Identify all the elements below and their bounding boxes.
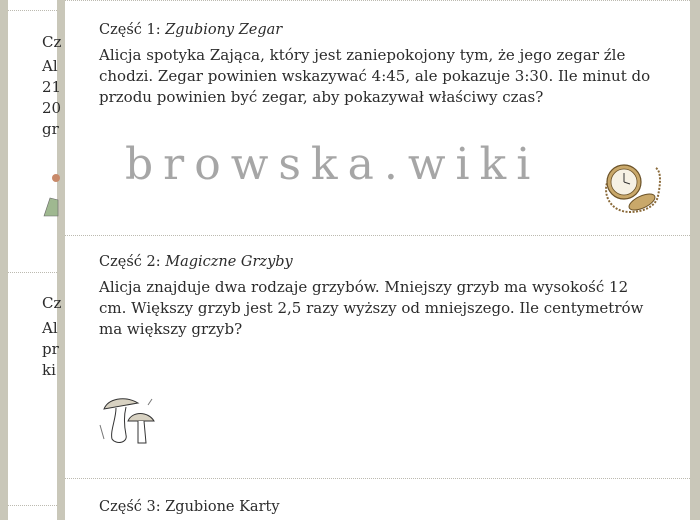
divider bbox=[65, 0, 690, 1]
section-title: Część 2: Magiczne Grzyby bbox=[99, 254, 293, 270]
left-text-line: Cz bbox=[42, 294, 62, 312]
left-text-line: 21 bbox=[42, 78, 62, 96]
section-text: Alicja spotyka Zająca, który jest zaniepokojony tym, że jego zegar źle chodzi. Zegar powinien wskazywać 4:45, ale pokazuje 3:30. Ile minut do przodu powinien być zegar, aby pokazywał właściwy czas? bbox=[99, 46, 651, 106]
divider bbox=[8, 10, 57, 11]
divider bbox=[8, 272, 57, 273]
left-text-line: Cz bbox=[42, 33, 62, 51]
left-text-line: Al bbox=[42, 57, 58, 75]
left-text-line: 20 bbox=[42, 99, 62, 117]
pocket-watch-icon bbox=[600, 160, 666, 216]
left-text-line: Al bbox=[42, 319, 58, 337]
divider bbox=[8, 505, 57, 506]
section-text: Alicja znajduje dwa rodzaje grzybów. Mniejszy grzyb ma wysokość 12 cm. Większy grzyb jest 2,5 razy wyższy od mniejszego. Ile centymetrów ma większy grzyb? bbox=[99, 278, 644, 338]
left-text-line: ki bbox=[42, 361, 56, 379]
left-page-preview bbox=[8, 0, 62, 520]
mushrooms-icon bbox=[98, 395, 160, 447]
section-title: Część 3: Zgubione Karty bbox=[99, 499, 280, 515]
left-text-line: pr bbox=[42, 340, 59, 358]
divider bbox=[65, 478, 690, 479]
watermark: browska.wiki bbox=[125, 139, 541, 190]
divider bbox=[65, 235, 690, 236]
illustration-icon bbox=[42, 170, 58, 220]
left-text-line: gr bbox=[42, 120, 59, 138]
section-title: Część 1: Zgubiony Zegar bbox=[99, 22, 283, 38]
main-page bbox=[65, 0, 690, 520]
